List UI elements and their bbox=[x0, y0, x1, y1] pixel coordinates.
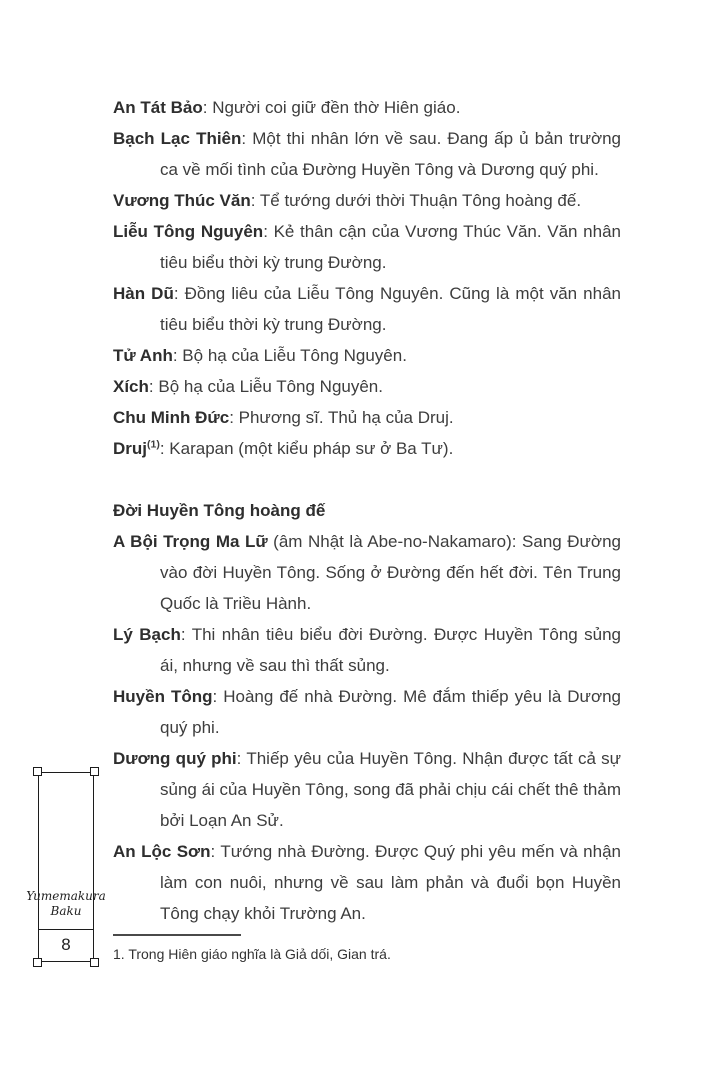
character-name: Dương quý phi bbox=[113, 749, 237, 768]
section-heading: Đời Huyền Tông hoàng đế bbox=[113, 501, 326, 520]
name-desc-separator: : bbox=[180, 625, 192, 644]
character-desc: Tướng nhà Đường. Được Quý phi yêu mến và nhận làm con nuôi, nhưng về sau làm phản và đuổi bọn Huyền Tông chạy khỏi Trường An. bbox=[160, 842, 621, 923]
character-desc: Bộ hạ của Liễu Tông Nguyên. bbox=[158, 377, 383, 396]
name-desc-separator: : bbox=[212, 687, 224, 706]
character-list-section-1 bbox=[113, 92, 621, 464]
character-entry bbox=[113, 526, 621, 619]
footnote-text: 1. Trong Hiên giáo nghĩa là Giả dối, Gian trá. bbox=[113, 946, 391, 962]
page-number: 8 bbox=[61, 935, 71, 954]
text-block bbox=[113, 92, 621, 929]
character-entry bbox=[113, 340, 621, 371]
character-name: An Tát Bảo bbox=[113, 98, 203, 117]
character-entry bbox=[113, 216, 621, 278]
name-desc-separator: : bbox=[202, 98, 213, 117]
character-name-note: (âm Nhật là Abe-no-Nakamaro) bbox=[267, 532, 512, 551]
character-name: Chu Minh Đức bbox=[113, 408, 230, 427]
spine-label-box bbox=[26, 772, 106, 962]
name-desc-separator: : bbox=[241, 129, 253, 148]
character-name: Druj bbox=[113, 439, 147, 458]
character-entry bbox=[113, 619, 621, 681]
character-desc: Karapan (một kiểu pháp sư ở Ba Tư). bbox=[169, 439, 454, 458]
author-name-line1: Yumemakura bbox=[26, 889, 106, 903]
character-desc: Thi nhân tiêu biểu đời Đường. Được Huyền Tông sủng ái, nhưng về sau thì thất sủng. bbox=[160, 625, 622, 675]
character-name: Liễu Tông Nguyên bbox=[113, 222, 264, 241]
character-entry bbox=[113, 743, 621, 836]
name-desc-separator: : bbox=[159, 439, 170, 458]
name-desc-separator: : bbox=[511, 532, 523, 551]
character-list-section-2 bbox=[113, 526, 621, 929]
character-desc: Tể tướng dưới thời Thuận Tông hoàng đế. bbox=[259, 191, 582, 210]
character-entry bbox=[113, 185, 621, 216]
corner-ornament-icon bbox=[90, 767, 99, 776]
character-desc: Sang Đường vào đời Huyền Tông. Sống ở Đường đến hết đời. Tên Trung Quốc là Triều Hành. bbox=[160, 532, 621, 613]
name-desc-separator: : bbox=[263, 222, 274, 241]
name-desc-separator: : bbox=[210, 842, 221, 861]
character-name: Hàn Dũ bbox=[113, 284, 174, 303]
character-desc: Hoàng đế nhà Đường. Mê đắm thiếp yêu là Dương quý phi. bbox=[160, 687, 621, 737]
character-name: Huyền Tông bbox=[113, 687, 213, 706]
name-desc-separator: : bbox=[148, 377, 159, 396]
character-name: Tử Anh bbox=[113, 346, 173, 365]
character-desc: Thiếp yêu của Huyền Tông. Nhận được tất cả sự sủng ái của Huyền Tông, song đã phải chịu cái chết thê thảm bởi Loạn An Sử. bbox=[160, 749, 622, 830]
character-entry bbox=[113, 92, 621, 123]
character-entry bbox=[113, 433, 621, 464]
character-entry bbox=[113, 681, 621, 743]
character-name: Bạch Lạc Thiên bbox=[113, 129, 242, 148]
character-name: Xích bbox=[113, 377, 149, 396]
name-desc-separator: : bbox=[173, 284, 185, 303]
character-entry bbox=[113, 402, 621, 433]
character-desc: Đồng liêu của Liễu Tông Nguyên. Cũng là một văn nhân tiêu biểu thời kỳ trung Đường. bbox=[160, 284, 622, 334]
character-desc: Phương sĩ. Thủ hạ của Druj. bbox=[238, 408, 454, 427]
corner-ornament-icon bbox=[33, 958, 42, 967]
character-entry bbox=[113, 836, 621, 929]
footnote-ref: (1) bbox=[147, 438, 160, 451]
character-desc: Người coi giữ đền thờ Hiên giáo. bbox=[212, 98, 461, 117]
name-desc-separator: : bbox=[236, 749, 247, 768]
name-desc-separator: : bbox=[229, 408, 239, 427]
author-name bbox=[26, 889, 106, 919]
character-desc: Một thi nhân lớn về sau. Đang ấp ủ bản trường ca về mối tình của Đường Huyền Tông và Dương quý phi. bbox=[160, 129, 622, 179]
name-desc-separator: : bbox=[250, 191, 260, 210]
character-entry bbox=[113, 278, 621, 340]
character-entry bbox=[113, 123, 621, 185]
footnote-rule bbox=[113, 934, 241, 936]
footnote bbox=[113, 934, 533, 963]
character-name: Lý Bạch bbox=[113, 625, 181, 644]
corner-ornament-icon bbox=[90, 958, 99, 967]
character-desc: Bộ hạ của Liễu Tông Nguyên. bbox=[182, 346, 407, 365]
author-name-line2: Baku bbox=[50, 904, 82, 918]
character-entry bbox=[113, 371, 621, 402]
character-name: Vương Thúc Văn bbox=[113, 191, 251, 210]
character-name: A Bội Trọng Ma Lữ bbox=[113, 532, 268, 551]
name-desc-separator: : bbox=[172, 346, 183, 365]
corner-ornament-icon bbox=[33, 767, 42, 776]
character-name: An Lộc Sơn bbox=[113, 842, 211, 861]
character-desc: Kẻ thân cận của Vương Thúc Văn. Văn nhân tiêu biểu thời kỳ trung Đường. bbox=[160, 222, 621, 272]
